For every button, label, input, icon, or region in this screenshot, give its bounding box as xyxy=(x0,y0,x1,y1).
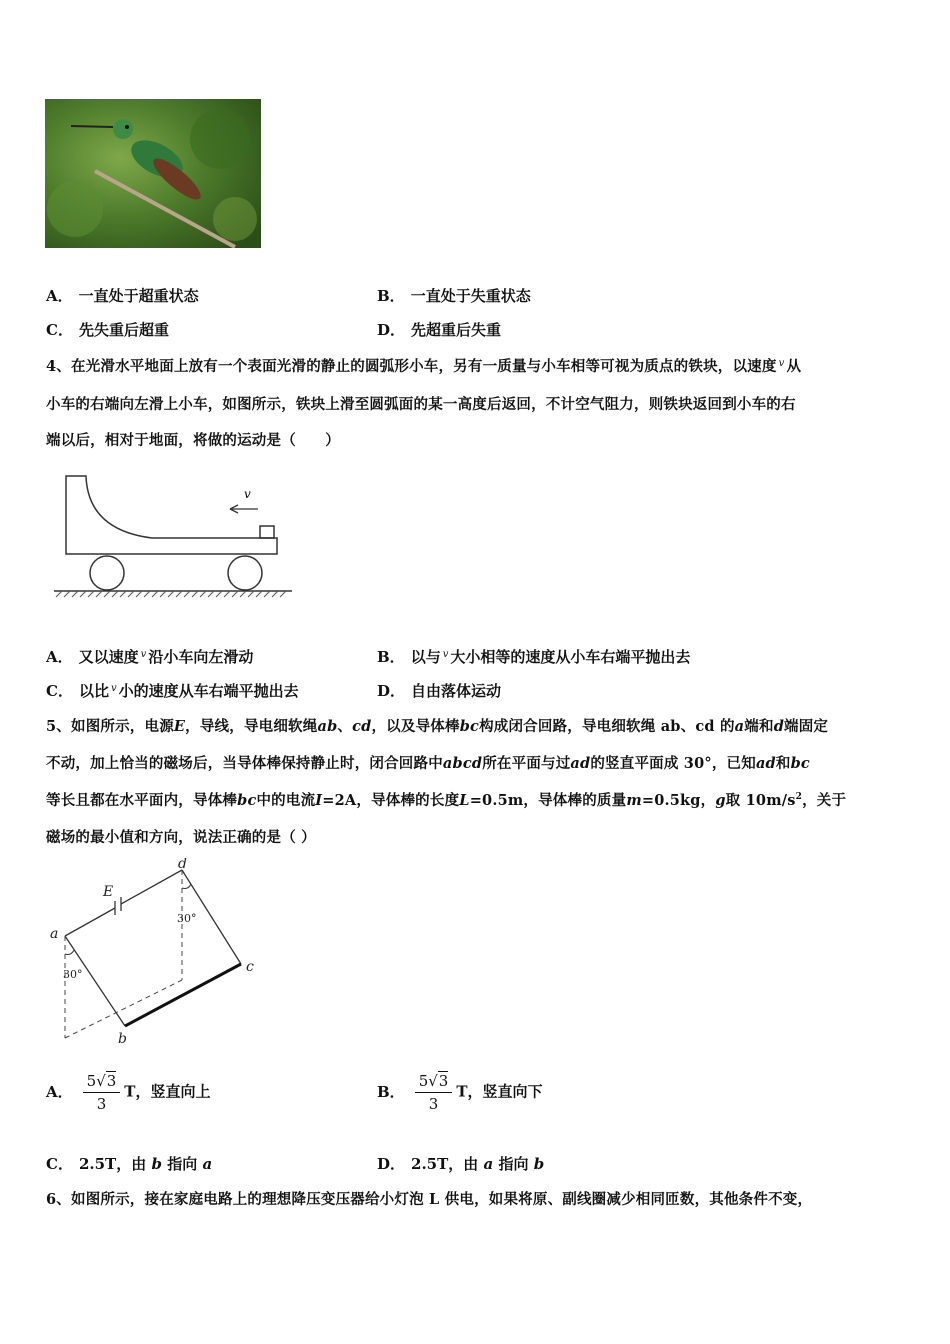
svg-text:30°: 30° xyxy=(63,968,83,981)
q4-option-d: D． 自由落体运动 xyxy=(377,682,502,700)
q5-stem-line2: 不动，加上恰当的磁场后，当导体棒保持静止时，闭合回路中abcd所在平面与过ad的竖直平面成 30°，已知ad和bc xyxy=(46,755,810,772)
conductor-loop-figure xyxy=(45,858,265,1048)
svg-text:b: b xyxy=(118,1031,127,1047)
q5-stem-line3: 等长且都在水平面内，导体棒bc中的电流I=2A，导体棒的长度L=0.5m，导体棒的质量m=0.5kg，g取 $10m/s^2$，关于 xyxy=(46,792,847,809)
q4-stem-line1: 4、在光滑水平地面上放有一个表面光滑的静止的圆弧形小车，另有一质量与小车相等可视为质点的铁块，以速度 $^v$ 从 xyxy=(46,358,802,375)
fraction: $\frac{5√3}{3}$ xyxy=(83,1072,121,1113)
fraction: $\frac{5√3}{3}$ xyxy=(415,1072,453,1113)
hummingbird-photo xyxy=(45,99,261,248)
q4-option-b: B． 以与 $^v$ 大小相等的速度从小车右端平抛出去 xyxy=(377,648,691,666)
svg-text:c: c xyxy=(246,959,254,975)
svg-text:v: v xyxy=(244,487,251,501)
q3-option-b: B． 一直处于失重状态 xyxy=(377,287,531,305)
svg-text:E: E xyxy=(103,884,114,900)
q6-stem-line1: 6、如图所示，接在家庭电路上的理想降压变压器给小灯泡 L 供电，如果将原、副线圈减少相同匝数，其他条件不变， xyxy=(46,1191,813,1208)
q5-option-a: A． $\frac{5√3}{3}$ T，竖直向上 xyxy=(46,1072,211,1113)
q5-option-d: D． 2.5T，由 a 指向 b xyxy=(377,1155,545,1173)
svg-text:d: d xyxy=(178,858,187,872)
q4-option-a: A． 又以速度 $^v$ 沿小车向左滑动 xyxy=(46,648,254,666)
q5-stem-line1: 5、如图所示，电源E，导线，导电细软绳ab、cd，以及导体棒bc构成闭合回路，导电细软绳 ab、cd 的a端和d端固定 xyxy=(46,718,829,735)
q3-option-c: C． 先失重后超重 xyxy=(46,321,169,339)
svg-text:30°: 30° xyxy=(177,912,197,925)
q3-option-d: D． 先超重后失重 xyxy=(377,321,502,339)
q5-option-c: C． 2.5T，由 b 指向 a xyxy=(46,1155,213,1173)
cart-figure xyxy=(52,470,296,602)
q4-option-c: C． 以比 $^v$ 小的速度从车右端平抛出去 xyxy=(46,682,299,700)
q4-stem-line2: 小车的右端向左滑上小车，如图所示，铁块上滑至圆弧面的某一高度后返回，不计空气阻力，则铁块返回到小车的右 xyxy=(46,396,796,413)
q3-option-a: A． 一直处于超重状态 xyxy=(46,287,199,305)
q5-stem-line4: 磁场的最小值和方向，说法正确的是（ ） xyxy=(46,829,316,846)
svg-text:a: a xyxy=(50,926,59,942)
q5-option-b: B． $\frac{5√3}{3}$ T，竖直向下 xyxy=(377,1072,543,1113)
q4-stem-line3: 端以后，相对于地面，将做的运动是（ ） xyxy=(46,432,340,449)
